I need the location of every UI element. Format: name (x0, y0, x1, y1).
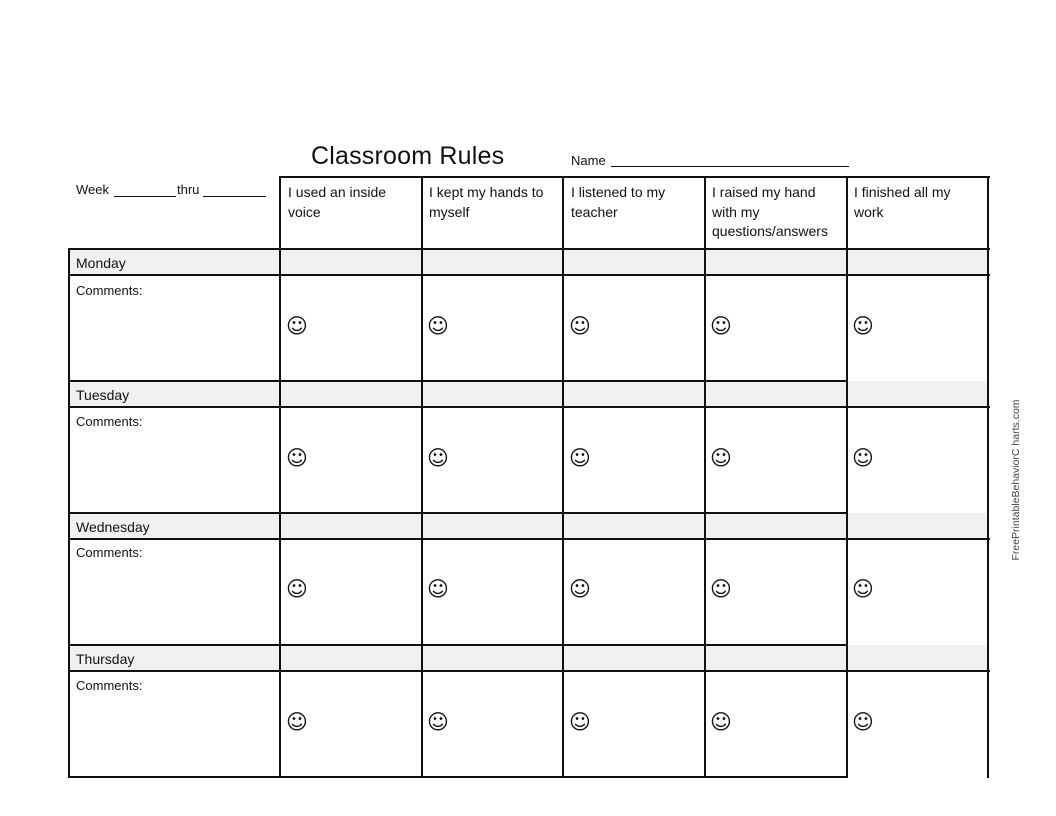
smiley-face-icon[interactable]: ☺ (710, 314, 732, 338)
day-label-wednesday: Wednesday (76, 519, 150, 535)
grid-line (704, 176, 706, 778)
day-label-monday: Monday (76, 255, 126, 271)
smiley-face-icon[interactable]: ☺ (710, 577, 732, 601)
grid-line (69, 538, 990, 540)
day-band-tuesday (69, 381, 988, 407)
smiley-face-icon[interactable]: ☺ (852, 577, 874, 601)
smiley-face-icon[interactable]: ☺ (710, 710, 732, 734)
smiley-face-icon[interactable]: ☺ (852, 710, 874, 734)
rule-header-5 (847, 178, 988, 248)
grid-line (69, 670, 990, 672)
grid-line (846, 176, 848, 778)
grid-line (69, 406, 990, 408)
rule-header-label: I raised my hand with my questions/answers (712, 184, 828, 239)
rule-header-label: I kept my hands to myself (429, 184, 544, 220)
rule-header-label: I finished all my work (854, 184, 951, 220)
day-label-thursday: Thursday (76, 651, 135, 667)
grid-line (69, 274, 990, 276)
smiley-face-icon[interactable]: ☺ (427, 710, 449, 734)
grid-line (562, 176, 564, 778)
smiley-face-icon[interactable]: ☺ (852, 446, 874, 470)
smiley-face-icon[interactable]: ☺ (286, 710, 308, 734)
smiley-face-icon[interactable]: ☺ (569, 577, 591, 601)
day-label-tuesday: Tuesday (76, 387, 130, 403)
name-label: Name (571, 153, 606, 168)
comments-label-wednesday: Comments: (76, 545, 143, 560)
grid-line-left (68, 248, 70, 778)
week-label: Week (76, 182, 109, 197)
week-end-field-line[interactable] (203, 196, 266, 197)
smiley-face-icon[interactable]: ☺ (569, 446, 591, 470)
rule-header-1 (281, 178, 422, 248)
smiley-face-icon[interactable]: ☺ (569, 314, 591, 338)
chart-title: Classroom Rules (311, 142, 505, 170)
grid-line (69, 248, 990, 250)
rule-header-4 (705, 178, 847, 248)
smiley-face-icon[interactable]: ☺ (286, 446, 308, 470)
smiley-face-icon[interactable]: ☺ (286, 577, 308, 601)
grid-line-top (280, 176, 990, 178)
smiley-face-icon[interactable]: ☺ (569, 710, 591, 734)
name-field-line[interactable] (611, 166, 849, 167)
smiley-face-icon[interactable]: ☺ (427, 577, 449, 601)
day-band-monday (69, 249, 988, 275)
grid-line (69, 644, 847, 646)
day-band-thursday (69, 645, 988, 671)
rule-header-2 (422, 178, 564, 248)
grid-line (279, 176, 281, 778)
smiley-face-icon[interactable]: ☺ (427, 314, 449, 338)
day-band-wednesday (69, 513, 988, 539)
grid-line (69, 380, 847, 382)
smiley-face-icon[interactable]: ☺ (427, 446, 449, 470)
smiley-face-icon[interactable]: ☺ (286, 314, 308, 338)
smiley-face-icon[interactable]: ☺ (852, 314, 874, 338)
grid-line-bottom (69, 776, 847, 778)
comments-label-tuesday: Comments: (76, 414, 143, 429)
week-start-field-line[interactable] (114, 196, 176, 197)
rule-header-label: I listened to my teacher (571, 184, 666, 220)
comments-label-thursday: Comments: (76, 678, 143, 693)
comments-label-monday: Comments: (76, 283, 143, 298)
source-watermark: FreePrintableBehaviorC harts.com (1010, 399, 1022, 561)
rule-header-3 (564, 178, 705, 248)
grid-line-right (987, 176, 989, 778)
grid-line (421, 176, 423, 778)
smiley-face-icon[interactable]: ☺ (710, 446, 732, 470)
grid-line (69, 512, 847, 514)
rule-header-label: I used an inside voice (288, 184, 387, 220)
thru-label: thru (177, 182, 200, 197)
